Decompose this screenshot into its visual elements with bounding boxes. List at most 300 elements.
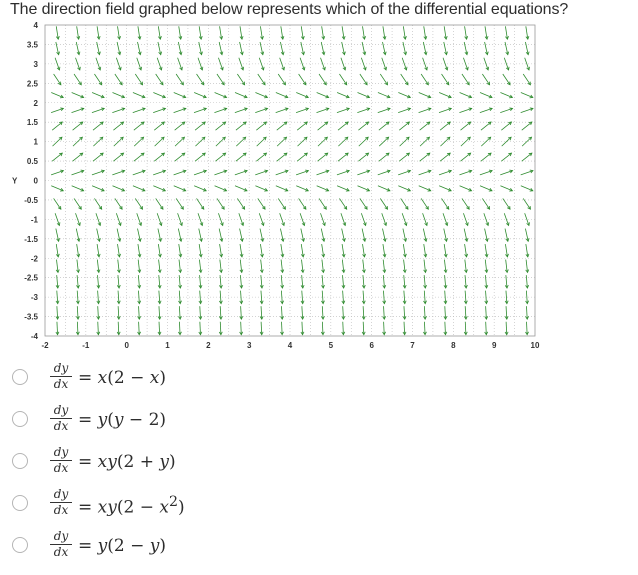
slope-arrow xyxy=(276,186,288,191)
y-tick-label: -4 xyxy=(30,332,38,341)
slope-arrow xyxy=(133,186,145,191)
slope-arrow xyxy=(505,42,509,55)
slope-arrow xyxy=(526,260,529,273)
slope-arrow xyxy=(199,42,203,55)
slope-arrow xyxy=(500,92,512,97)
slope-arrow xyxy=(117,275,120,288)
slope-arrow xyxy=(277,122,287,130)
slope-arrow xyxy=(463,58,468,70)
slope-arrow xyxy=(342,275,345,288)
slope-arrow xyxy=(318,153,328,161)
slope-arrow xyxy=(55,213,60,225)
slope-arrow xyxy=(337,170,349,175)
slope-arrow xyxy=(158,229,162,242)
slope-arrow xyxy=(379,122,389,130)
y-tick-label: 0.5 xyxy=(26,157,38,167)
y-tick-label: -2.5 xyxy=(24,273,38,283)
slope-arrow xyxy=(76,275,79,288)
slope-arrow xyxy=(342,260,345,273)
slope-arrow xyxy=(97,229,101,242)
slope-arrow xyxy=(174,170,186,175)
slope-arrow xyxy=(444,306,447,319)
slope-arrow xyxy=(321,306,324,319)
slope-arrow xyxy=(501,153,511,161)
slope-arrow xyxy=(137,58,142,70)
slope-arrow xyxy=(73,137,82,146)
slope-arrow xyxy=(216,153,226,161)
x-tick-label: 7 xyxy=(410,341,415,350)
answer-option-2[interactable] xyxy=(0,402,300,442)
y-tick-label: 0 xyxy=(33,176,38,186)
slope-arrow xyxy=(240,42,244,55)
slope-arrow xyxy=(480,108,492,113)
derivative-fraction xyxy=(50,362,72,391)
slope-arrow xyxy=(403,244,406,257)
slope-arrow xyxy=(463,213,468,225)
slope-arrow xyxy=(51,170,63,175)
y-tick-label: -1 xyxy=(30,215,38,225)
slope-arrow xyxy=(419,108,431,113)
slope-arrow xyxy=(403,322,406,335)
slope-arrow xyxy=(503,74,510,85)
slope-arrow xyxy=(362,42,366,55)
slope-arrow xyxy=(76,42,80,55)
y-tick-label: 3.5 xyxy=(26,40,38,50)
slope-arrow xyxy=(260,26,263,39)
slope-arrow xyxy=(398,92,410,97)
slope-arrow xyxy=(158,322,161,335)
y-tick-label: -3.5 xyxy=(24,312,38,322)
slope-arrow xyxy=(154,153,164,161)
slope-arrow xyxy=(522,153,532,161)
slope-arrow xyxy=(134,122,144,130)
slope-arrow xyxy=(199,275,202,288)
slope-arrow xyxy=(301,26,304,39)
fraction-numerator: dy xyxy=(53,529,69,543)
slope-arrow xyxy=(112,108,124,113)
slope-arrow xyxy=(179,26,182,39)
y-axis-label: Y xyxy=(12,176,18,186)
slope-arrow xyxy=(419,186,431,191)
x-tick-label: 5 xyxy=(328,341,334,350)
slope-arrow xyxy=(174,108,186,113)
slope-arrow xyxy=(56,229,60,242)
fraction-denominator: dx xyxy=(53,377,69,391)
slope-arrow xyxy=(461,122,471,130)
slope-arrow xyxy=(260,291,263,304)
equation-right-side: = y(2 − y) xyxy=(78,536,167,556)
slope-arrow xyxy=(194,170,206,175)
slope-arrow xyxy=(322,260,325,273)
slope-arrow xyxy=(526,26,529,39)
fraction-denominator: dx xyxy=(53,545,69,559)
answer-option-1[interactable] xyxy=(0,360,300,400)
slope-arrow xyxy=(439,186,451,191)
slope-arrow xyxy=(424,244,427,257)
slope-arrow xyxy=(465,26,468,39)
y-tick-label: -1.5 xyxy=(24,234,38,244)
x-tick-label: 6 xyxy=(369,341,374,350)
slope-arrow xyxy=(56,26,59,39)
slope-arrow xyxy=(421,74,428,85)
y-tick-label: 2.5 xyxy=(26,79,38,89)
slope-arrow xyxy=(401,74,408,85)
slope-arrow xyxy=(118,244,121,257)
slope-arrow xyxy=(301,260,304,273)
slope-arrow xyxy=(72,108,84,113)
slope-arrow xyxy=(195,122,205,130)
radio-button[interactable] xyxy=(12,495,28,511)
radio-button[interactable] xyxy=(12,411,28,427)
radio-button[interactable] xyxy=(12,453,28,469)
slope-arrow xyxy=(500,186,512,191)
slope-arrow xyxy=(178,213,183,225)
slope-arrow xyxy=(133,108,145,113)
slope-arrow xyxy=(444,322,447,335)
slope-arrow xyxy=(318,137,327,146)
slope-arrow xyxy=(459,108,471,113)
slope-arrow xyxy=(485,26,488,39)
slope-arrow xyxy=(424,26,427,39)
equation-right-side: = xy(2 + y) xyxy=(78,452,176,472)
slope-arrow xyxy=(281,291,284,304)
slope-arrow xyxy=(94,74,101,85)
slope-arrow xyxy=(378,186,390,191)
slope-arrow xyxy=(73,122,83,130)
slope-arrow xyxy=(500,170,512,175)
slope-arrow xyxy=(380,198,387,209)
slope-arrow xyxy=(138,306,141,319)
slope-arrow xyxy=(240,275,243,288)
slope-arrow xyxy=(525,322,528,335)
slope-arrow xyxy=(400,137,409,146)
slope-arrow xyxy=(153,92,165,97)
slope-arrow xyxy=(338,153,348,161)
slope-arrow xyxy=(296,170,308,175)
slope-arrow xyxy=(383,229,387,242)
slope-arrow xyxy=(420,153,430,161)
slope-arrow xyxy=(399,153,409,161)
x-tick-label: 2 xyxy=(206,341,211,350)
slope-arrow xyxy=(255,92,267,97)
y-tick-label: 2 xyxy=(33,98,38,108)
slope-arrow xyxy=(215,186,227,191)
slope-arrow xyxy=(117,42,121,55)
slope-arrow xyxy=(281,26,284,39)
slope-arrow xyxy=(424,275,427,288)
slope-arrow xyxy=(179,260,182,273)
slope-arrow xyxy=(526,275,529,288)
slope-arrow xyxy=(505,306,508,319)
slope-arrow xyxy=(296,108,308,113)
slope-arrow xyxy=(216,122,226,130)
slope-arrow xyxy=(342,26,345,39)
slope-arrow xyxy=(378,170,390,175)
slope-arrow xyxy=(460,92,472,97)
slope-arrow xyxy=(383,322,386,335)
slope-arrow xyxy=(505,260,508,273)
slope-arrow xyxy=(363,244,366,257)
slope-arrow xyxy=(276,170,288,175)
slope-arrow xyxy=(485,306,488,319)
slope-arrow xyxy=(133,92,145,97)
slope-arrow xyxy=(56,244,59,257)
slope-arrow xyxy=(260,244,263,257)
slope-arrow xyxy=(502,137,511,146)
slope-arrow xyxy=(337,108,349,113)
slope-arrow xyxy=(117,260,120,273)
slope-arrow xyxy=(362,306,365,319)
slope-arrow xyxy=(297,122,307,130)
slope-arrow xyxy=(459,170,471,175)
slope-arrow xyxy=(403,26,406,39)
slope-arrow xyxy=(298,137,307,146)
answer-option-4[interactable] xyxy=(0,486,300,526)
slope-arrow xyxy=(92,186,104,191)
slope-arrow xyxy=(361,58,366,70)
slope-arrow xyxy=(480,186,492,191)
slope-arrow xyxy=(342,244,345,257)
slope-arrow xyxy=(403,42,407,55)
slope-arrow xyxy=(280,229,284,242)
slope-arrow xyxy=(403,260,406,273)
slope-arrow xyxy=(138,322,141,335)
slope-arrow xyxy=(240,322,243,335)
slope-arrow xyxy=(197,198,204,209)
slope-arrow xyxy=(73,153,83,161)
fraction-denominator: dx xyxy=(53,419,69,433)
slope-arrow xyxy=(97,275,100,288)
radio-button[interactable] xyxy=(12,369,28,385)
slope-arrow xyxy=(423,322,426,335)
slope-arrow xyxy=(358,122,368,130)
slope-arrow xyxy=(362,322,365,335)
slope-arrow xyxy=(423,229,427,242)
slope-arrow xyxy=(255,170,267,175)
slope-arrow xyxy=(94,198,101,209)
y-tick-label: -2 xyxy=(30,254,38,264)
slope-arrow xyxy=(255,186,267,191)
fraction-denominator: dx xyxy=(53,461,69,475)
slope-arrow xyxy=(357,108,369,113)
slope-arrow xyxy=(481,153,491,161)
slope-arrow xyxy=(97,26,100,39)
slope-arrow xyxy=(239,58,244,70)
slope-arrow xyxy=(485,42,489,55)
answer-option-5[interactable] xyxy=(0,528,300,568)
slope-arrow xyxy=(464,291,467,304)
slope-arrow xyxy=(138,42,142,55)
slope-arrow xyxy=(419,92,431,97)
y-tick-label: 1 xyxy=(33,137,38,147)
slope-arrow xyxy=(321,275,324,288)
slope-arrow xyxy=(214,108,226,113)
slope-arrow xyxy=(259,213,264,225)
slope-arrow xyxy=(158,260,161,273)
slope-arrow xyxy=(179,275,182,288)
equation-right-side: = $xy(2 - x^2)$ xyxy=(78,494,185,518)
slope-arrow xyxy=(117,322,120,335)
answer-option-3[interactable] xyxy=(0,444,300,484)
slope-arrow xyxy=(194,186,206,191)
slope-arrow xyxy=(199,26,202,39)
slope-arrow xyxy=(439,170,451,175)
slope-arrow xyxy=(484,213,489,225)
slope-arrow xyxy=(383,275,386,288)
slope-arrow xyxy=(444,42,448,55)
slope-arrow xyxy=(280,322,283,335)
slope-arrow xyxy=(51,92,63,97)
slope-arrow xyxy=(321,322,324,335)
slope-arrow xyxy=(178,322,181,335)
slope-arrow xyxy=(76,213,81,225)
slope-arrow xyxy=(464,42,468,55)
slope-arrow xyxy=(240,306,243,319)
slope-arrow xyxy=(158,244,161,257)
slope-arrow xyxy=(362,260,365,273)
slope-arrow xyxy=(158,42,162,55)
slope-arrow xyxy=(420,137,429,146)
slope-arrow xyxy=(118,26,121,39)
slope-arrow xyxy=(214,170,226,175)
slope-arrow xyxy=(179,244,182,257)
slope-arrow xyxy=(444,260,447,273)
slope-arrow xyxy=(194,92,206,97)
slope-arrow xyxy=(153,170,165,175)
fraction-numerator: dy xyxy=(53,445,69,459)
slope-arrow xyxy=(357,170,369,175)
slope-arrow xyxy=(219,260,222,273)
slope-arrow xyxy=(137,213,142,225)
slope-arrow xyxy=(526,306,529,319)
slope-arrow xyxy=(219,42,223,55)
slope-arrow xyxy=(525,229,529,242)
slope-arrow xyxy=(526,244,529,257)
slope-arrow xyxy=(485,275,488,288)
slope-arrow xyxy=(280,58,285,70)
slope-arrow xyxy=(56,260,59,273)
slope-arrow xyxy=(278,198,285,209)
slope-arrow xyxy=(220,244,223,257)
slope-arrow xyxy=(523,198,530,209)
slope-arrow xyxy=(465,244,468,257)
fraction-denominator: dx xyxy=(53,503,69,517)
slope-arrow xyxy=(154,122,164,130)
slope-arrow xyxy=(199,260,202,273)
slope-arrow xyxy=(362,291,365,304)
slope-arrow xyxy=(460,186,472,191)
slope-arrow xyxy=(117,306,120,319)
slope-arrow xyxy=(97,244,100,257)
slope-arrow xyxy=(297,153,307,161)
y-tick-label: 1.5 xyxy=(26,118,38,128)
slope-arrow xyxy=(423,306,426,319)
slope-arrow xyxy=(420,122,430,130)
slope-arrow xyxy=(440,122,450,130)
x-tick-label: 8 xyxy=(451,341,456,350)
slope-arrow xyxy=(444,244,447,257)
slope-arrow xyxy=(174,186,186,191)
slope-arrow xyxy=(277,153,287,161)
slope-arrow xyxy=(485,322,488,335)
slope-arrow xyxy=(255,108,267,113)
slope-arrow xyxy=(219,275,222,288)
slope-arrow xyxy=(358,153,368,161)
slope-arrow xyxy=(216,137,225,146)
slope-arrow xyxy=(117,229,121,242)
slope-arrow xyxy=(480,92,492,97)
slope-arrow xyxy=(423,42,427,55)
slope-arrow xyxy=(174,92,186,97)
slope-arrow xyxy=(240,26,243,39)
slope-arrow xyxy=(72,92,84,97)
slope-arrow xyxy=(138,244,141,257)
radio-button[interactable] xyxy=(12,537,28,553)
slope-arrow xyxy=(398,170,410,175)
slope-arrow xyxy=(92,170,104,175)
slope-arrow xyxy=(382,58,387,70)
slope-arrow xyxy=(342,42,346,55)
slope-arrow xyxy=(97,306,100,319)
slope-arrow xyxy=(503,198,510,209)
slope-arrow xyxy=(260,322,263,335)
slope-arrow xyxy=(403,306,406,319)
equation-right-side: = y(y − 2) xyxy=(78,410,167,430)
slope-arrow xyxy=(76,58,81,70)
slope-arrow xyxy=(464,260,467,273)
slope-arrow xyxy=(112,170,124,175)
slope-arrow xyxy=(194,108,206,113)
slope-arrow xyxy=(76,322,79,335)
slope-arrow xyxy=(195,153,205,161)
slope-arrow xyxy=(337,92,349,97)
slope-arrow xyxy=(199,322,202,335)
slope-arrow xyxy=(378,108,390,113)
slope-arrow xyxy=(505,26,508,39)
slope-arrow xyxy=(464,322,467,335)
slope-arrow xyxy=(219,322,222,335)
slope-arrow xyxy=(93,137,102,146)
slope-arrow xyxy=(444,275,447,288)
slope-arrow xyxy=(51,186,63,191)
slope-arrow xyxy=(134,153,144,161)
slope-arrow xyxy=(485,291,488,304)
slope-arrow xyxy=(464,229,468,242)
slope-arrow xyxy=(178,229,182,242)
slope-arrow xyxy=(464,306,467,319)
slope-arrow xyxy=(321,229,325,242)
slope-arrow xyxy=(296,92,308,97)
slope-arrow xyxy=(237,74,244,85)
slope-arrow xyxy=(363,26,366,39)
slope-arrow xyxy=(281,306,284,319)
slope-arrow xyxy=(403,229,407,242)
slope-arrow xyxy=(382,213,387,225)
slope-arrow xyxy=(505,275,508,288)
slope-arrow xyxy=(113,186,125,191)
slope-arrow xyxy=(56,306,59,319)
slope-arrow xyxy=(235,186,247,191)
slope-arrow xyxy=(521,186,533,191)
slope-arrow xyxy=(56,42,60,55)
slope-arrow xyxy=(339,74,346,85)
slope-arrow xyxy=(158,26,161,39)
slope-arrow xyxy=(322,26,325,39)
slope-arrow xyxy=(240,229,244,242)
slope-arrow xyxy=(76,306,79,319)
slope-arrow xyxy=(235,108,247,113)
slope-arrow xyxy=(240,244,243,257)
